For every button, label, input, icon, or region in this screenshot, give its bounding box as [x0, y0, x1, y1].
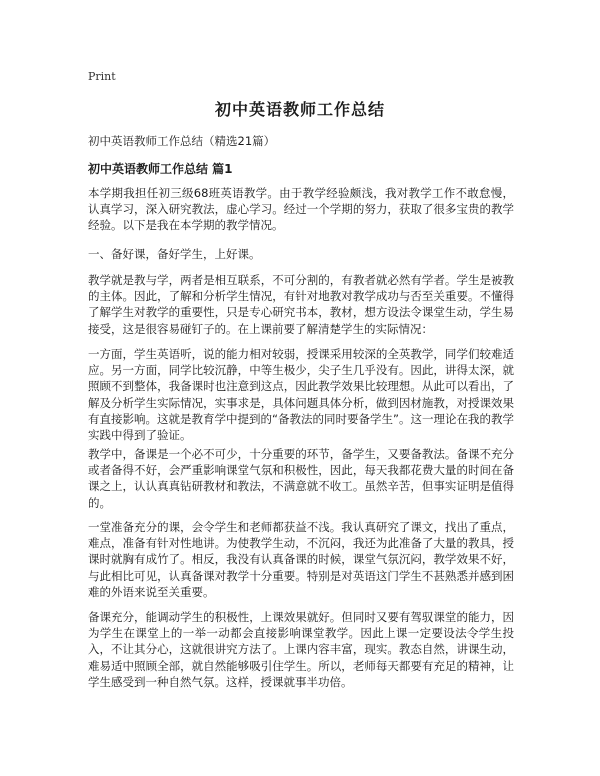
paragraph: 备课充分，能调动学生的积极性，上课效果就好。但同时又要有驾驭课堂的能力，因为学生在课堂上的一举一动都会直接影响课堂教学。因此上课一定要设法令学生投入，不让其分心，这就很讲究方法了。上课内容丰富，现实。教态自然，讲课生动，难易适中照顾全部，就自然能够吸引住学生。所以，老师每天都要有充足的精神，让学生感受到一种自然气氛。这样，授课就事半功倍。 [88, 610, 514, 689]
paragraph: 一、备好课，备好学生，上好课。 [88, 247, 261, 261]
print-link[interactable]: Print [88, 70, 116, 83]
paragraph: 一方面，学生英语听，说的能力相对较弱，授课采用较深的全英教学，同学们较难适应。另一方面，同学比较沉静，中等生极少，尖子生几乎没有。因此，讲得太深，就照顾不到整体，我备课时也注意到这点，因此教学效果比较理想。从此可以看出，了解及分析学生实际情况，实事求是，具体问题具体分析，做到因材施教，对授课效果有直接影响。这就是教育学中提到的“备教法的同时要备学生”。这一理论在我的教学实践中得到了验证。 [88, 347, 514, 443]
paragraph: 本学期我担任初三级68班英语教学。由于教学经验颇浅，我对教学工作不敢怠慢，认真学习，深入研究教法，虚心学习。经过一个学期的努力，获取了很多宝贵的教学经验。以下是我在本学期的教学情况。 [88, 186, 514, 233]
page-title: 初中英语教师工作总结 [214, 100, 385, 119]
document-subtitle: 初中英语教师工作总结（精选21篇） [88, 134, 276, 148]
paragraph: 一堂准备充分的课，会令学生和老师都获益不浅。我认真研究了课文，找出了重点，难点，准备有针对性地讲。为使教学生动，不沉闷，我还为此准备了大量的教具，授课时就胸有成竹了。相反，我没有认真备课的时候，课堂气氛沉闷，教学效果不好，与此相比可见，认真备课对教学十分重要。特别是对英语这门学生不甚熟悉并感到困难的外语来说至关重要。 [88, 520, 514, 599]
paragraph: 教学就是教与学，两者是相互联系，不可分割的，有教者就必然有学者。学生是被教的主体。因此，了解和分析学生情况，有针对地教对教学成功与否至关重要。不懂得了解学生对教学的重要性，只是专心研究书本，教材，想方设法令课堂生动，学生易接受，这是很容易碰钉子的。在上课前要了解清楚学生的实际情况： [88, 273, 514, 336]
paragraph: 教学中，备课是一个必不可少，十分重要的环节，备学生，又要备教法。备课不充分或者备得不好，会严重影响课堂气氛和积极性，因此，每天我都花费大量的时间在备课之上，认认真真钻研教材和教法，不满意就不收工。虽然辛苦，但事实证明是值得的。 [88, 447, 514, 510]
section-heading: 初中英语教师工作总结 篇1 [88, 162, 233, 176]
